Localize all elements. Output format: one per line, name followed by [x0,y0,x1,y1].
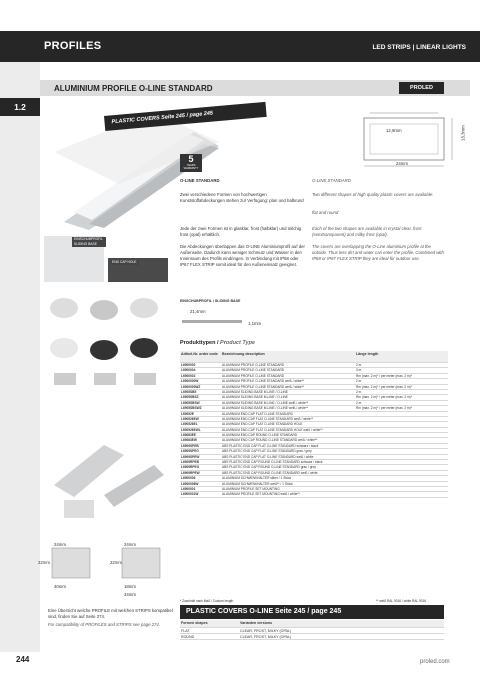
de-title: O-LINE STANDARD [180,178,220,183]
table-cell: ALUMINIUM SLIDING BASE M-LINE / O-LINE weiß / white** [222,400,309,405]
section-title: ALUMINIUM PROFILE O-LINE STANDARD [54,84,213,93]
en-text-3: The covers are overlapping the O-Line aluminium profile at the outside. Thus less dirt and water can enter the profile. Combined with IP68 or IP67 FLEX STRIP they are ideal for outdoor use. [312,244,444,262]
table-cell: L6900000WZ [181,384,201,389]
covers-title [180,605,444,619]
product-table-header-cell: Artikel-Nr. order code [181,352,218,356]
covers-title-text: PLASTIC COVERS O-LINE Seite 245 / page 245 [186,608,342,615]
table-cell: ALUMINIUM PROFILE SET MOUNTING weiß / white** [222,492,300,497]
table-cell: L6909SPEG [181,449,199,454]
footnote-left: * Zuschnitt nach Maß / Custom length [180,599,234,603]
einschub-label: EINSCHUBPROFIL / SLIDING BASE [180,299,241,303]
table-cell [356,492,448,496]
mounting-bracket-photo [44,425,169,535]
end-cap-hole-label: END CAP HOLE [112,260,137,264]
table-cell: L6909SPEW [181,454,200,459]
bracket-dim-a: 24mm [54,542,66,547]
table-cell: L6900000 [181,363,196,367]
table-cell: ALUMINIUM END CAP FLAT O-LINE STANDARD weiß / white** [222,416,314,421]
table-cell [356,412,448,416]
en-text-1b: flat and round [312,210,339,215]
dim-height: 15,3mm [460,125,466,141]
table-cell [356,428,448,432]
table-cell: 2 m [356,400,362,405]
product-table-header [180,351,448,363]
warranty-bottom: WARRANTY [183,167,199,170]
covers-cell: ROUND [181,635,195,639]
product-type-en: Product Type [220,340,255,346]
table-cell: ALUMINIUM PROFILE O-LINE STANDARD weiß / white** [222,379,305,384]
table-cell [356,449,448,453]
covers-header-cell: Formen shapes [181,621,208,625]
table-cell: ALUMINIUM SLIDING BASE M-LINE / O-LINE [222,389,288,394]
product-table-header-cell: Länge length [356,352,379,356]
table-cell: Rm (max. 2 m)* / per meter (max. 2 m)* [356,395,412,400]
covers-cell: FLAT [181,629,190,633]
table-cell [356,417,448,421]
bracket-dim-d: 22mm [110,560,122,565]
bracket-dim-f: 18mm [124,584,136,589]
de-text-1: Zwei verschiedene Formen von hochwertigen Kunststoffabdeckungen stehen zur Verfügung: plan und halbrund [180,192,304,204]
sliding-base-label: EINSCHUBPROFIL SLIDING BASE [72,237,106,247]
table-cell: L6905SBSWZ [181,406,202,411]
base-height: 1,1mm [248,321,262,326]
table-cell: L6900000W [181,379,199,384]
end-caps-photo [44,288,169,398]
covers-cell: CLEAR, FROST, MILKY (OPAL) [240,629,292,633]
table-cell: L6900001 [181,486,196,491]
product-table [180,351,448,498]
table-cell [356,444,448,448]
header-category: LED STRIPS | LINEAR LIGHTS [372,44,466,51]
covers-table-header [180,620,444,628]
en-text-1: Two different shapes of high quality plastic covers are available: [312,192,434,197]
bracket-dim-g: 34mm [124,592,136,597]
table-cell [356,471,448,475]
page-title: PROFILES [44,40,102,52]
cross-section-drawing [350,110,470,170]
table-cell: ALUMINIUM PROFILE O-LINE STANDARD [222,373,285,378]
table-cell: ALUMINIUM PROFILE SET MOUNTING [222,486,280,491]
table-cell: ABS PLASTIC END CAP FLAT O-LINE STANDARD grau / grey [222,449,312,454]
table-cell: ALUMINIUM PROFILE O-LINE STANDARD [222,368,285,373]
warranty-badge [180,154,202,172]
brand-badge: PROLED [399,82,444,94]
table-cell: ALUMINIUM END CAP ROUND O-LINE STANDARD [222,433,298,438]
table-cell: ABS PLASTIC END CAP ROUND O-LINE STANDARD schwarz / black [222,460,323,465]
table-cell: ALUMINIUM SCHWENKHALTER silber / 1 Stück [222,476,292,481]
table-cell [356,487,448,491]
table-cell: Rm (max. 2 m)* / per meter (max. 2 m)* [356,406,412,411]
warranty-top: YEARS [186,164,196,167]
table-cell: L6909RPEB [181,460,199,465]
table-cell: L69083EE [181,433,197,438]
en-text-2: Each of the two shapes are available in crystal clear, frost (semitransparent) and milky frost (opal). [312,226,422,238]
table-cell: ALUMINIUM END CAP FLAT O-LINE STANDARD HOLE [222,422,303,427]
table-cell: L6900006W [181,481,199,486]
bracket-dim-b: 24mm [124,542,136,547]
base-width: 21,4mm [190,309,206,314]
table-cell: 2 m [356,379,362,384]
table-cell: ALUMINIUM SLIDING BASE M-LINE / O-LINE [222,395,288,400]
table-cell: ALUMINIUM END CAP FLAT O-LINE STANDARD [222,411,293,416]
table-cell [356,455,448,459]
dim-width: 12,9mm [386,128,402,133]
table-cell: L6900001W [181,492,199,497]
table-cell: ALUMINIUM SCHWENKHALTER weiß** / 1 Stück [222,481,293,486]
en-title: O-LINE STANDARD [312,178,351,183]
compat-en: For compatibility of PROFILES and STRIPS see page 274. [48,622,161,627]
table-cell: L69083EW [181,438,197,443]
table-cell [356,438,448,442]
de-text-2: Jede der zwei Formen ist in glasklar, frost (halbklar) und milchig frost (opal) erhältlich. [180,226,302,238]
table-cell: L6909SPEB [181,443,199,448]
table-cell: L690526EW [181,416,199,421]
covers-header-cell: Varianten versions [240,621,272,625]
table-cell: L6900004 [181,368,196,373]
table-cell: ABS PLASTIC END CAP ROUND O-LINE STANDARD grau / grey [222,465,316,470]
table-cell: L6905SB5 [181,389,197,394]
table-cell: ALUMINIUM END CAP FLAT O-LINE STANDARD HOLE weiß / white** [222,427,323,432]
warranty-years: 5 [188,154,194,164]
table-cell: L6905SBSW [181,400,200,405]
table-cell: ALUMINIUM PROFILE O-LINE STANDARD [222,363,285,367]
bracket-dim-c: 22mm [38,560,50,565]
product-type-heading: Produkttypen / Product Type [180,340,255,346]
table-cell: Rm (max. 2 m)* / per meter (max. 2 m)* [356,373,412,378]
table-row [180,492,448,497]
site-url[interactable]: proled.com [420,659,450,665]
table-cell: 3 m [356,368,362,373]
table-cell: ALUMINIUM PROFILE O-LINE STANDARD weiß / white** [222,384,305,389]
bracket-drawing [44,540,169,600]
left-gutter [0,62,40,652]
table-cell: L6900002 [181,373,196,378]
page-number: 244 [16,655,30,664]
table-cell: L6905SBSZ [181,395,199,400]
table-cell: L690526EWL [181,427,201,432]
table-cell: ALUMINIUM SLIDING BASE M-LINE / O-LINE weiß / white** [222,406,309,411]
covers-table [180,620,444,640]
section-number: 1.2 [0,98,40,116]
table-cell: 2 m [356,389,362,394]
compat-de: Eine Übersicht welche PROFILE mit welchen STRIPS kompatibel sind, finden Sie auf Seite 274. [48,608,173,620]
table-cell: L6900006 [181,476,196,481]
header-bar [0,31,480,62]
table-cell [356,460,448,464]
table-cell: ABS PLASTIC END CAP FLAT O-LINE STANDARD weiß / white [222,454,314,459]
table-cell: L690526EL [181,422,198,427]
table-cell: Rm (max. 2 m)* / per meter (max. 2 m)* [356,384,412,389]
table-cell [356,422,448,426]
footnote-right: ** weiß RAL 9016 / white RAL 9016 [376,599,427,603]
bracket-dim-e: 40mm [54,584,66,589]
covers-row [180,634,444,640]
table-cell: L69052E [181,411,194,416]
covers-cell: CLEAR, FROST, MILKY (OPAL) [240,635,292,639]
de-text-3: Die Abdeckungen überlappen das O-LINE Aluminiumprofil auf der Außenseite. Dadurch kann weniger Schmutz und Wasser in den Innenraum des Profils eindringen. In Verbindung mit IP68 oder IP67 FLEX STRIP somit ideal für den Außeneinsatz geeignet. [180,244,305,268]
table-cell: ABS PLASTIC END CAP ROUND O-LINE STANDARD weiß / white [222,470,318,475]
table-cell: 2 m [356,363,362,367]
table-cell [356,482,448,486]
table-cell [356,465,448,469]
dim-base: 24mm [396,161,408,166]
table-cell [356,476,448,480]
table-cell: L6909RPEW [181,470,200,475]
table-cell [356,433,448,437]
product-type-de: Produkttypen [180,340,216,346]
plastic-covers-tag[interactable]: PLASTIC COVERS Seite 245 / page 245 [104,102,267,131]
table-cell: ALUMINIUM END CAP ROUND O-LINE STANDARD weiß / white** [222,438,318,443]
table-cell: ABS PLASTIC END CAP FLAT O-LINE STANDARD schwarz / black [222,443,319,448]
profile-photo [44,112,244,230]
table-cell: L6909RPEG [181,465,200,470]
product-table-header-cell: Bezeichnung description [222,352,265,356]
